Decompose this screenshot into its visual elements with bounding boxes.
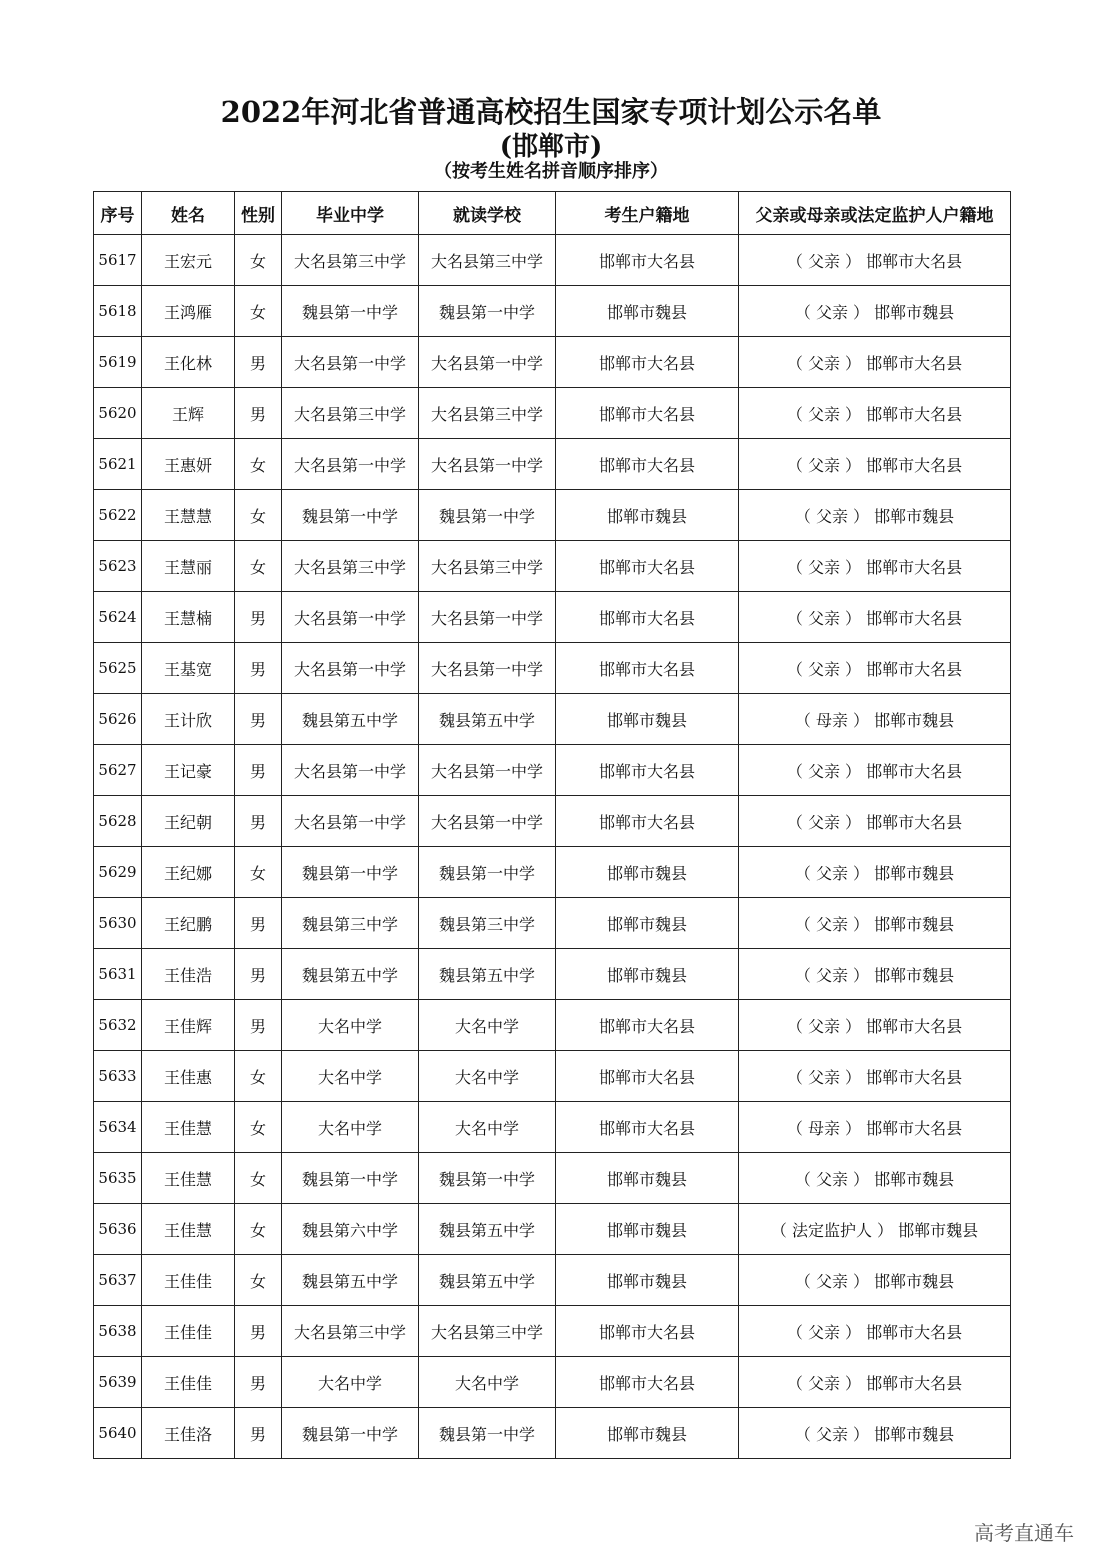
cell-current-school: 魏县第一中学 [419, 1153, 556, 1204]
cell-name: 王基宽 [142, 643, 235, 694]
cell-current-school: 魏县第一中学 [419, 1408, 556, 1459]
cell-guardian-registration: （ 父亲 ） 邯郸市大名县 [739, 1306, 1011, 1357]
table-row [94, 1306, 1011, 1357]
cell-guardian-registration: （ 父亲 ） 邯郸市魏县 [739, 1408, 1011, 1459]
cell-gender: 男 [235, 949, 282, 1000]
cell-guardian-registration: （ 父亲 ） 邯郸市魏县 [739, 949, 1011, 1000]
table-row [94, 1357, 1011, 1408]
table-row [94, 1102, 1011, 1153]
cell-graduated-school: 大名县第一中学 [282, 337, 419, 388]
cell-seq: 5639 [94, 1357, 142, 1408]
table-row [94, 592, 1011, 643]
cell-graduated-school: 大名县第三中学 [282, 1306, 419, 1357]
cell-household-registration: 邯郸市大名县 [556, 388, 739, 439]
cell-guardian-registration: （ 父亲 ） 邯郸市大名县 [739, 643, 1011, 694]
cell-name: 王慧慧 [142, 490, 235, 541]
cell-name: 王记豪 [142, 745, 235, 796]
cell-seq: 5627 [94, 745, 142, 796]
cell-household-registration: 邯郸市魏县 [556, 286, 739, 337]
cell-name: 王纪朝 [142, 796, 235, 847]
cell-seq: 5638 [94, 1306, 142, 1357]
cell-household-registration: 邯郸市大名县 [556, 439, 739, 490]
cell-seq: 5621 [94, 439, 142, 490]
table-row [94, 388, 1011, 439]
cell-name: 王辉 [142, 388, 235, 439]
cell-seq: 5635 [94, 1153, 142, 1204]
table-row [94, 643, 1011, 694]
cell-gender: 男 [235, 1357, 282, 1408]
cell-graduated-school: 魏县第一中学 [282, 1153, 419, 1204]
cell-gender: 女 [235, 286, 282, 337]
cell-guardian-registration: （ 父亲 ） 邯郸市大名县 [739, 541, 1011, 592]
header-household-registration: 考生户籍地 [556, 192, 739, 235]
cell-seq: 5618 [94, 286, 142, 337]
cell-gender: 女 [235, 1255, 282, 1306]
cell-name: 王佳浩 [142, 949, 235, 1000]
cell-household-registration: 邯郸市魏县 [556, 1153, 739, 1204]
cell-current-school: 大名县第三中学 [419, 388, 556, 439]
cell-graduated-school: 大名县第一中学 [282, 796, 419, 847]
table-header-row [94, 192, 1011, 235]
cell-name: 王佳慧 [142, 1204, 235, 1255]
cell-name: 王佳辉 [142, 1000, 235, 1051]
cell-gender: 男 [235, 1306, 282, 1357]
cell-name: 王鸿雁 [142, 286, 235, 337]
cell-graduated-school: 大名中学 [282, 1357, 419, 1408]
table-row [94, 1051, 1011, 1102]
cell-graduated-school: 大名中学 [282, 1102, 419, 1153]
cell-guardian-registration: （ 父亲 ） 邯郸市大名县 [739, 592, 1011, 643]
cell-household-registration: 邯郸市魏县 [556, 949, 739, 1000]
cell-guardian-registration: （ 父亲 ） 邯郸市魏县 [739, 1255, 1011, 1306]
table-row [94, 1000, 1011, 1051]
cell-current-school: 大名县第三中学 [419, 541, 556, 592]
cell-gender: 男 [235, 592, 282, 643]
cell-name: 王佳佳 [142, 1357, 235, 1408]
cell-gender: 男 [235, 337, 282, 388]
cell-gender: 男 [235, 1000, 282, 1051]
cell-current-school: 魏县第一中学 [419, 286, 556, 337]
header-current-school: 就读学校 [419, 192, 556, 235]
table-row [94, 1255, 1011, 1306]
cell-gender: 女 [235, 439, 282, 490]
cell-household-registration: 邯郸市大名县 [556, 1306, 739, 1357]
cell-seq: 5626 [94, 694, 142, 745]
cell-seq: 5619 [94, 337, 142, 388]
cell-guardian-registration: （ 父亲 ） 邯郸市魏县 [739, 898, 1011, 949]
cell-gender: 女 [235, 1204, 282, 1255]
roster-table [93, 191, 1011, 1459]
cell-household-registration: 邯郸市大名县 [556, 643, 739, 694]
cell-household-registration: 邯郸市大名县 [556, 745, 739, 796]
cell-guardian-registration: （ 父亲 ） 邯郸市大名县 [739, 1357, 1011, 1408]
cell-current-school: 大名县第一中学 [419, 439, 556, 490]
cell-gender: 男 [235, 694, 282, 745]
cell-graduated-school: 大名县第三中学 [282, 235, 419, 286]
cell-graduated-school: 魏县第五中学 [282, 949, 419, 1000]
cell-gender: 女 [235, 235, 282, 286]
cell-graduated-school: 魏县第一中学 [282, 1408, 419, 1459]
cell-name: 王佳洛 [142, 1408, 235, 1459]
cell-current-school: 魏县第一中学 [419, 490, 556, 541]
cell-seq: 5637 [94, 1255, 142, 1306]
cell-seq: 5617 [94, 235, 142, 286]
cell-gender: 男 [235, 388, 282, 439]
cell-name: 王慧丽 [142, 541, 235, 592]
cell-graduated-school: 魏县第五中学 [282, 694, 419, 745]
cell-graduated-school: 魏县第六中学 [282, 1204, 419, 1255]
table-row [94, 949, 1011, 1000]
cell-graduated-school: 魏县第一中学 [282, 847, 419, 898]
header-name: 姓名 [142, 192, 235, 235]
page-title: 2022年河北省普通高校招生国家专项计划公示名单 [220, 95, 882, 129]
cell-guardian-registration: （ 父亲 ） 邯郸市大名县 [739, 1051, 1011, 1102]
cell-guardian-registration: （ 父亲 ） 邯郸市魏县 [739, 490, 1011, 541]
header-guardian-registration: 父亲或母亲或法定监护人户籍地 [739, 192, 1011, 235]
table-row [94, 541, 1011, 592]
cell-seq: 5636 [94, 1204, 142, 1255]
cell-graduated-school: 魏县第五中学 [282, 1255, 419, 1306]
cell-household-registration: 邯郸市大名县 [556, 592, 739, 643]
cell-gender: 女 [235, 847, 282, 898]
cell-seq: 5634 [94, 1102, 142, 1153]
cell-household-registration: 邯郸市魏县 [556, 847, 739, 898]
page-subtitle: (邯郸市) [499, 132, 603, 162]
table-row [94, 694, 1011, 745]
cell-current-school: 魏县第五中学 [419, 1255, 556, 1306]
cell-gender: 男 [235, 796, 282, 847]
cell-current-school: 大名县第三中学 [419, 235, 556, 286]
cell-name: 王佳慧 [142, 1102, 235, 1153]
cell-seq: 5624 [94, 592, 142, 643]
cell-name: 王纪娜 [142, 847, 235, 898]
cell-household-registration: 邯郸市大名县 [556, 1357, 739, 1408]
cell-seq: 5625 [94, 643, 142, 694]
cell-household-registration: 邯郸市大名县 [556, 337, 739, 388]
cell-graduated-school: 大名县第一中学 [282, 745, 419, 796]
cell-current-school: 魏县第一中学 [419, 847, 556, 898]
cell-seq: 5632 [94, 1000, 142, 1051]
cell-current-school: 魏县第五中学 [419, 1204, 556, 1255]
table-row [94, 439, 1011, 490]
header-graduated-school: 毕业中学 [282, 192, 419, 235]
cell-current-school: 大名县第一中学 [419, 796, 556, 847]
cell-household-registration: 邯郸市魏县 [556, 694, 739, 745]
cell-graduated-school: 魏县第一中学 [282, 490, 419, 541]
cell-graduated-school: 大名县第一中学 [282, 592, 419, 643]
cell-name: 王惠妍 [142, 439, 235, 490]
cell-guardian-registration: （ 父亲 ） 邯郸市大名县 [739, 235, 1011, 286]
cell-seq: 5631 [94, 949, 142, 1000]
cell-name: 王佳慧 [142, 1153, 235, 1204]
cell-current-school: 魏县第五中学 [419, 949, 556, 1000]
cell-guardian-registration: （ 父亲 ） 邯郸市魏县 [739, 847, 1011, 898]
cell-current-school: 大名县第一中学 [419, 337, 556, 388]
cell-name: 王佳惠 [142, 1051, 235, 1102]
cell-seq: 5633 [94, 1051, 142, 1102]
cell-household-registration: 邯郸市大名县 [556, 235, 739, 286]
table-row [94, 286, 1011, 337]
cell-graduated-school: 大名中学 [282, 1051, 419, 1102]
cell-name: 王计欣 [142, 694, 235, 745]
cell-name: 王化林 [142, 337, 235, 388]
cell-guardian-registration: （ 父亲 ） 邯郸市魏县 [739, 286, 1011, 337]
cell-gender: 女 [235, 1051, 282, 1102]
cell-household-registration: 邯郸市魏县 [556, 1408, 739, 1459]
table-row [94, 745, 1011, 796]
cell-guardian-registration: （ 父亲 ） 邯郸市大名县 [739, 745, 1011, 796]
table-row [94, 1153, 1011, 1204]
cell-current-school: 大名中学 [419, 1000, 556, 1051]
table-row [94, 847, 1011, 898]
cell-current-school: 大名县第一中学 [419, 592, 556, 643]
cell-current-school: 魏县第五中学 [419, 694, 556, 745]
cell-current-school: 大名县第一中学 [419, 745, 556, 796]
cell-guardian-registration: （ 父亲 ） 邯郸市魏县 [739, 1153, 1011, 1204]
cell-seq: 5640 [94, 1408, 142, 1459]
cell-gender: 女 [235, 1102, 282, 1153]
cell-guardian-registration: （ 母亲 ） 邯郸市大名县 [739, 1102, 1011, 1153]
table-row [94, 1408, 1011, 1459]
cell-name: 王纪鹏 [142, 898, 235, 949]
cell-seq: 5630 [94, 898, 142, 949]
cell-name: 王慧楠 [142, 592, 235, 643]
cell-graduated-school: 大名县第三中学 [282, 541, 419, 592]
cell-seq: 5623 [94, 541, 142, 592]
cell-household-registration: 邯郸市魏县 [556, 490, 739, 541]
cell-gender: 男 [235, 1408, 282, 1459]
cell-graduated-school: 大名县第三中学 [282, 388, 419, 439]
cell-current-school: 魏县第三中学 [419, 898, 556, 949]
cell-guardian-registration: （ 父亲 ） 邯郸市大名县 [739, 796, 1011, 847]
table-row [94, 490, 1011, 541]
cell-gender: 女 [235, 541, 282, 592]
cell-gender: 男 [235, 745, 282, 796]
cell-guardian-registration: （ 父亲 ） 邯郸市大名县 [739, 388, 1011, 439]
cell-seq: 5620 [94, 388, 142, 439]
cell-graduated-school: 魏县第三中学 [282, 898, 419, 949]
table-row [94, 235, 1011, 286]
header-gender: 性别 [235, 192, 282, 235]
cell-current-school: 大名中学 [419, 1357, 556, 1408]
cell-gender: 女 [235, 490, 282, 541]
cell-graduated-school: 大名中学 [282, 1000, 419, 1051]
cell-household-registration: 邯郸市魏县 [556, 898, 739, 949]
cell-seq: 5629 [94, 847, 142, 898]
cell-seq: 5622 [94, 490, 142, 541]
cell-household-registration: 邯郸市大名县 [556, 1000, 739, 1051]
cell-household-registration: 邯郸市魏县 [556, 1255, 739, 1306]
cell-current-school: 大名中学 [419, 1102, 556, 1153]
cell-name: 王佳佳 [142, 1306, 235, 1357]
cell-guardian-registration: （ 父亲 ） 邯郸市大名县 [739, 1000, 1011, 1051]
cell-household-registration: 邯郸市大名县 [556, 1102, 739, 1153]
table-row [94, 796, 1011, 847]
cell-graduated-school: 大名县第一中学 [282, 643, 419, 694]
cell-current-school: 大名县第一中学 [419, 643, 556, 694]
cell-household-registration: 邯郸市大名县 [556, 541, 739, 592]
sort-note: （按考生姓名拼音顺序排序） [434, 161, 668, 182]
header-seq: 序号 [94, 192, 142, 235]
cell-graduated-school: 大名县第一中学 [282, 439, 419, 490]
cell-gender: 男 [235, 643, 282, 694]
cell-guardian-registration: （ 父亲 ） 邯郸市大名县 [739, 337, 1011, 388]
cell-household-registration: 邯郸市大名县 [556, 796, 739, 847]
table-row [94, 1204, 1011, 1255]
table-row [94, 337, 1011, 388]
cell-seq: 5628 [94, 796, 142, 847]
cell-gender: 女 [235, 1153, 282, 1204]
cell-current-school: 大名县第三中学 [419, 1306, 556, 1357]
cell-household-registration: 邯郸市大名县 [556, 1051, 739, 1102]
cell-name: 王佳佳 [142, 1255, 235, 1306]
cell-name: 王宏元 [142, 235, 235, 286]
table-row [94, 898, 1011, 949]
watermark: 高考直通车 [974, 1521, 1074, 1545]
cell-guardian-registration: （ 法定监护人 ） 邯郸市魏县 [739, 1204, 1011, 1255]
cell-guardian-registration: （ 母亲 ） 邯郸市魏县 [739, 694, 1011, 745]
cell-graduated-school: 魏县第一中学 [282, 286, 419, 337]
cell-gender: 男 [235, 898, 282, 949]
cell-current-school: 大名中学 [419, 1051, 556, 1102]
cell-household-registration: 邯郸市魏县 [556, 1204, 739, 1255]
cell-guardian-registration: （ 父亲 ） 邯郸市大名县 [739, 439, 1011, 490]
